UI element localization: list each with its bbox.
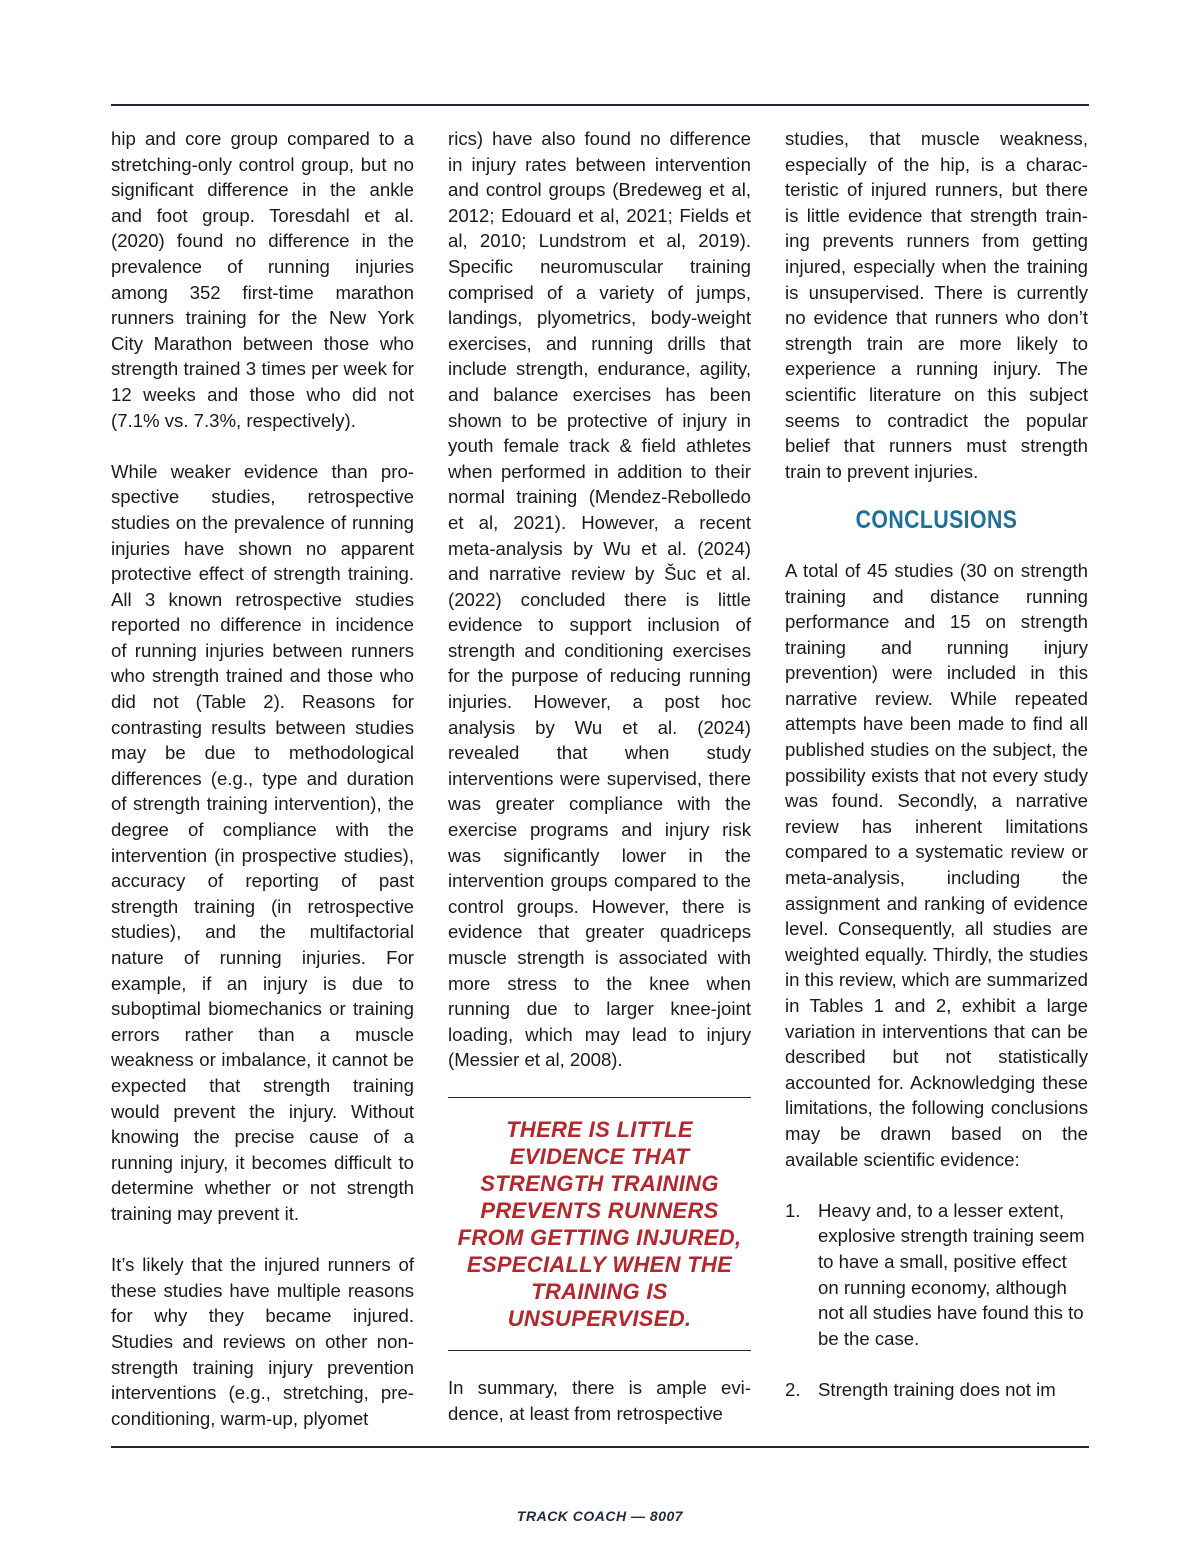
paragraph: studies, that muscle weakness, especially of the hip, is a characteristic of injured runners, but there is little evidence that strength training prevents runners from getting injured, especially when the training is unsupervised. There is currently no evidence that runners who don’t strength train are more likely to experience a running injury. The scientific literature on this subject seems to contradict the popular belief that runners must strength train to prevent injuries. xyxy=(785,128,1088,482)
list-item xyxy=(785,1198,1088,1352)
section-heading: CONCLUSIONS xyxy=(855,506,1018,535)
paragraph: hip and core group compared to a stretching-only control group, but no significant difference in the ankle and foot group. Toresdahl et al. (2020) found no difference in the prevalence of running injuries among 352 first-time marathon runners training for the New York City Marathon between those who strength trained 3 times per week for 12 weeks and those who did not (7.1% vs. 7.3%, respectively). xyxy=(111,128,414,431)
list-text: Strength training does not im xyxy=(818,1378,1056,1400)
list-text: Heavy and, to a lesser extent, explosive strength training seem to have a small, positive effect on running economy, although not all studies have found this to be the case. xyxy=(818,1199,1085,1349)
pull-quote xyxy=(448,1097,751,1351)
list-item xyxy=(785,1377,1088,1403)
page-footer: TRACK COACH — 8007 xyxy=(516,1508,684,1524)
bottom-rule xyxy=(111,1446,1089,1448)
column-1 xyxy=(111,126,414,1431)
paragraph: rics) have also found no difference in injury rates between intervention and control groups (Bredeweg et al, 2012; Edouard et al, 2021; Fields et al, 2010; Lundstrom et al, 2019). Specific neuromuscular training comprised of a variety of jumps, landings, plyometrics, body-weight exercises, and running drills that include strength, endurance, agility, and balance exercises has been shown to be protective of injury in youth female track & field athletes when performed in addition to their normal training (Mendez-Rebolledo et al, 2021). However, a recent meta-analysis by Wu et al. (2024) and narrative review by Šuc et al. (2022) concluded there is little evidence to support inclusion of strength and conditioning exercises for the purpose of reducing running injuries. However, a post hoc analysis by Wu et al. (2024) revealed that when study interventions were supervised, there was greater compliance with the exercise programs and injury risk was significantly lower in the intervention groups compared to the control groups. However, there is evidence that greater quadriceps muscle strength is associated with more stress to the knee when running due to larger knee-joint loading, which may lead to injury (Messier et al, 2008). xyxy=(448,128,751,1071)
list-number: 2. xyxy=(785,1378,801,1400)
list-number: 1. xyxy=(785,1199,801,1221)
column-3 xyxy=(785,126,1088,1403)
pull-quote-text: THERE IS LITTLE EVIDENCE THAT STRENGTH TRAINING PREVENTS RUNNERS FROM GETTING INJURED, ESPECIALLY WHEN THE TRAINING IS UNSUPERVISED. xyxy=(457,1116,742,1331)
top-rule xyxy=(111,104,1089,106)
paragraph: It’s likely that the injured runners of these studies have multiple reasons for why they became injured. Studies and reviews on other non-strength training injury prevention interventions (e.g., stretching, pre-conditioning, warm-up, plyomet xyxy=(111,1254,414,1429)
paragraph: A total of 45 studies (30 on strength training and distance running performance and 15 on strength training and running injury prevention) were included in this narrative review. While repeated attempts have been made to find all published studies on the subject, the possibility exists that not every study was found. Secondly, a narrative review has inherent limitations compared to a systematic review or meta-analysis, including the assignment and ranking of evidence level. Consequently, all studies are weighted equally. Thirdly, the studies in this review, which are summarized in Tables 1 and 2, exhibit a large variation in interventions that can be described but not statistically accounted for. Acknowledging these limitations, the following conclusions may be drawn based on the available scientific evidence: xyxy=(785,559,1088,1170)
paragraph: While weaker evidence than prospective studies, retrospective studies on the prevalence of running injuries have shown no apparent protective effect of strength training. All 3 known retrospective studies reported no difference in incidence of running injuries between runners who strength trained and those who did not (Table 2). Reasons for contrasting results between studies may be due to methodological differences (e.g., type and duration of strength training intervention), the degree of compliance with the intervention (in prospective studies), accuracy of reporting of past strength training (in retrospective studies), and the multifactorial nature of running injuries. For example, if an injury is due to suboptimal biomechanics or training errors rather than a muscle weakness or imbalance, it cannot be expected that strength training would prevent the injury. Without knowing the precise cause of a running injury, it becomes difficult to determine whether or not strength training may prevent it. xyxy=(111,460,414,1224)
paragraph: In summary, there is ample evidence, at least from retrospective xyxy=(448,1376,751,1424)
column-2 xyxy=(448,126,751,1426)
